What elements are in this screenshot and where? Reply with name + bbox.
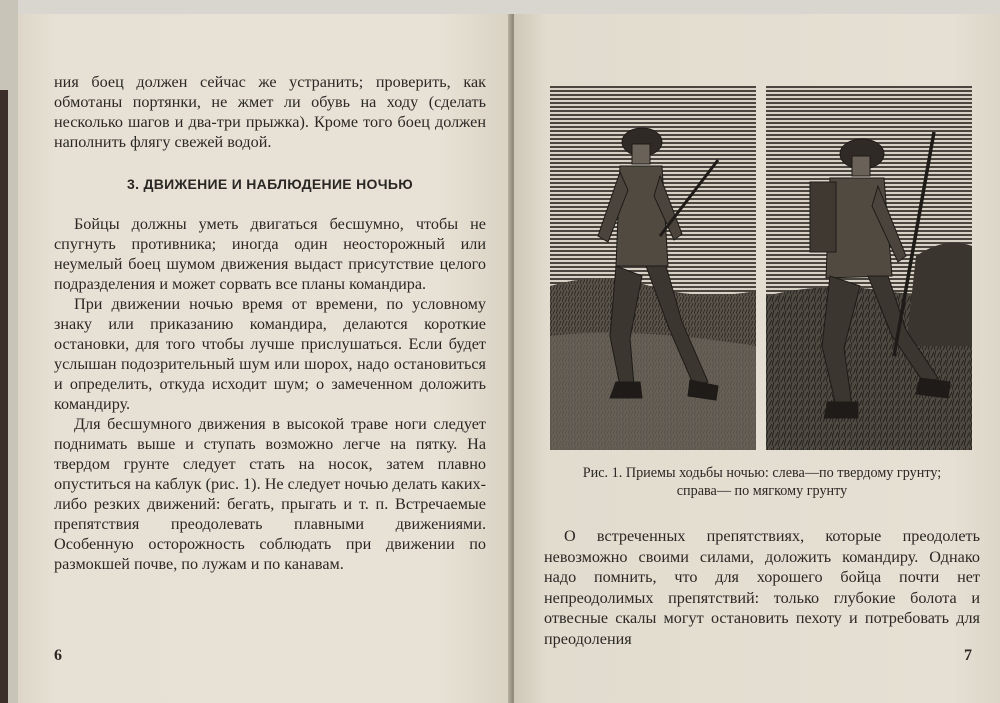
paragraph: Бойцы должны уметь двигаться бесшумно, чтобы не спугнуть противника; иногда один неосторожный или неумелый боец шумом движения выдаст присутствие целого подразделения и может сорвать все планы командира. <box>54 215 486 293</box>
scan-top-edge <box>0 0 1000 14</box>
caption-line-1: Рис. 1. Приемы ходьбы ночью: слева—по твердому грунту; <box>582 465 942 481</box>
figure-1 <box>550 86 980 450</box>
paragraph: Для бесшумного движения в высокой траве ноги следует поднимать выше и ступать возможно легче на пятку. На твердом грунте следует стать на носок, затем плавно опуститься на каблук (рис. 1). Не следует ночью делать каких-либо резких движений: бегать, прыгать и т. п. Встречаемые препятствия преодолевать плавными движениями. Особенную осторожность соблюдать при движении по размокшей почве, по лужам и по канавам. <box>54 415 486 573</box>
page-number-right: 7 <box>964 647 972 664</box>
paragraph: При движении ночью время от времени, по условному знаку или приказанию командира, делаются короткие остановки, для того чтобы лучше прислушаться. Если будет услышан подозрительный шум или шорох, надо остановиться и определить, откуда исходит шум; о замеченном доложить командиру. <box>54 295 486 413</box>
left-page-text <box>54 72 486 574</box>
figure-panel-hard-ground <box>550 86 756 450</box>
soldier-illustration-right <box>766 86 972 450</box>
paragraph: О встреченных препятствиях, которые преодолеть невозможно своими силами, доложить командиру. Однако надо помнить, что для хорошего бойца почти нет непреодолимых препятствий: только глубокие болота и отвесные скалы могут остановить пехоту и потребовать для преодоления <box>544 527 980 648</box>
right-page <box>514 14 1000 703</box>
soldier-illustration-left <box>550 86 756 450</box>
section-heading: 3. ДВИЖЕНИЕ И НАБЛЮДЕНИЕ НОЧЬЮ <box>127 176 413 192</box>
caption-line-2: справа— по мягкому грунту <box>676 483 848 499</box>
figure-panel-soft-ground <box>766 86 972 450</box>
book-cover-edge <box>0 90 8 703</box>
paragraph-continued: ния боец должен сейчас же устранить; проверить, как обмотаны портянки, не жмет ли обувь на ходу (сделать несколько шагов и два-три прыжка). Кроме того боец должен наполнить флягу свежей водой. <box>54 73 486 151</box>
figure-caption <box>544 464 980 500</box>
page-number-left: 6 <box>54 647 62 664</box>
left-page <box>18 14 512 703</box>
right-page-text <box>544 526 980 649</box>
